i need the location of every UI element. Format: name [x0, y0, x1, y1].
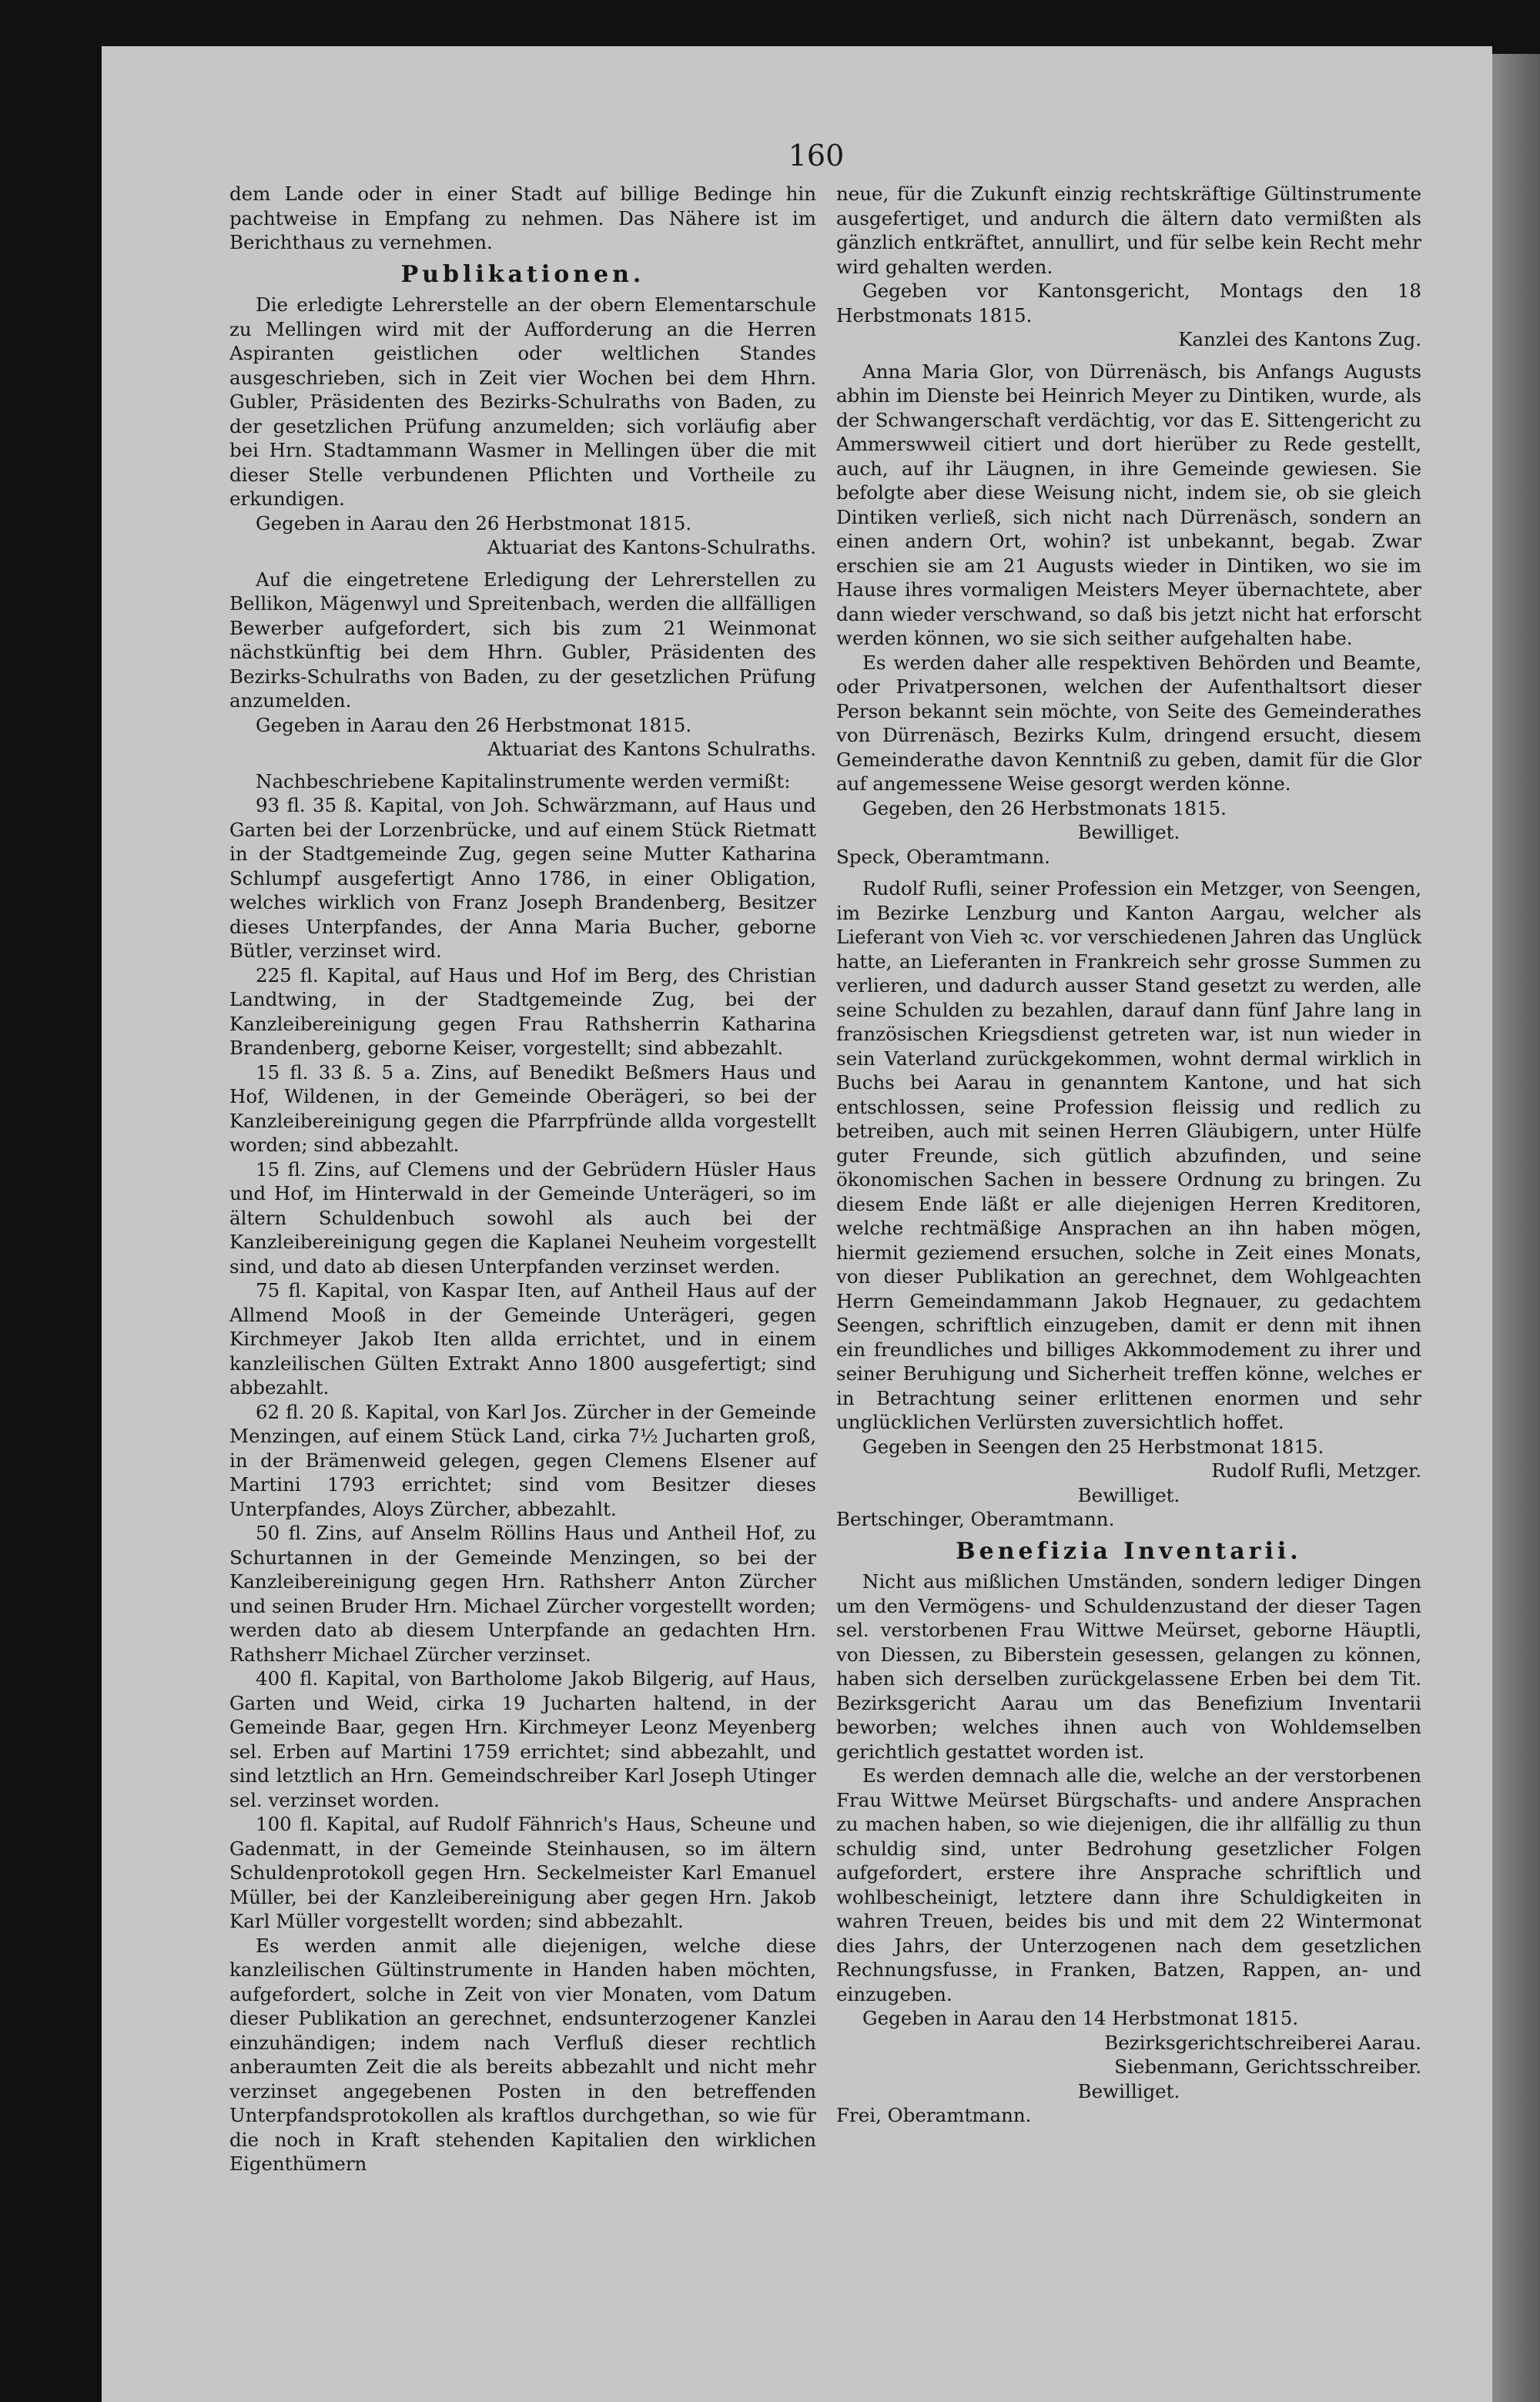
notice-signature: Bertschinger, Oberamtmann.	[836, 1508, 1115, 1530]
page-number: 160	[788, 139, 845, 173]
list-item: 75 fl. Kapital, von Kaspar Iten, auf Antheil Haus auf der Allmend Mooß in der Gemeinde Unterägeri, gegen Kirchmeyer Jakob Iten allda errichtet, und in einem kanzleilischen Gülten Extrakt Anno 1800 ausgefertigt; sind abbezahlt.	[229, 1279, 816, 1399]
notice-paragraph: Nachbeschriebene Kapitalinstrumente werden vermißt:	[256, 769, 791, 792]
notice-approval: Bewilliget.	[1077, 1483, 1180, 1506]
list-item: 15 fl. Zins, auf Clemens und der Gebrüdern Hüsler Haus und Hof, im Hinterwald in der Gemeinde Unterägeri, so im ältern Schuldenbuch sowohl als auch bei der Kanzleibereinigung gegen die Kaplanei Neuheim vorgestellt sind, und dato ab diesen Unterpfanden verzinset werden.	[229, 1157, 816, 1278]
page-edge	[1492, 54, 1540, 2402]
notice-approval: Bewilliget.	[1077, 2079, 1180, 2102]
list-item: 225 fl. Kapital, auf Haus und Hof im Berg, des Christian Landtwing, in der Stadtgemeinde Zug, bei der Kanzleibereinigung gegen Frau Rathsherrin Katharina Brandenberg, geborne Keiser, vorgestellt; sind abbezahlt.	[229, 963, 816, 1059]
notice-date: Gegeben in Seengen den 25 Herbstmonat 1815.	[862, 1435, 1324, 1458]
notice-date: Gegeben in Aarau den 14 Herbstmonat 1815.	[862, 2007, 1299, 2029]
notice-date: Gegeben, den 26 Herbstmonats 1815.	[862, 796, 1227, 819]
section-heading-publikationen: Publikationen.	[400, 260, 645, 288]
list-item: 62 fl. 20 ß. Kapital, von Karl Jos. Zürcher in der Gemeinde Menzingen, auf einem Stück Land, cirka 7½ Jucharten groß, in der Brämenweid gelegen, gegen Clemens Elsener auf Martini 1793 errichtet; sind vom Besitzer dieses Unterpfandes, Aloys Zürcher, abbezahlt.	[229, 1400, 816, 1520]
list-item: 15 fl. 33 ß. 5 a. Zins, auf Benedikt Beßmers Haus und Hof, Wildenen, in der Gemeinde Oberägeri, so bei der Kanzleibereinigung gegen die Pfarrpfründe allda vorgestellt worden; sind abbezahlt.	[229, 1060, 816, 1156]
notice-signature: Frei, Oberamtmann.	[836, 2104, 1032, 2126]
notice-date: Gegeben in Aarau den 26 Herbstmonat 1815.	[256, 511, 692, 534]
list-item: 400 fl. Kapital, von Bartholome Jakob Bilgerig, auf Haus, Garten und Weid, cirka 19 Jucharten haltend, in der Gemeinde Baar, gegen Hrn. Kirchmeyer Leonz Meyenberg sel. Erben auf Martini 1759 errichtet; sind abbezahlt, und sind letztlich an Hrn. Gemeindschreiber Karl Joseph Utinger sel. verzinset worden.	[229, 1667, 816, 1811]
notice-date: Gegeben in Aarau den 26 Herbstmonat 1815.	[256, 713, 692, 736]
right-column	[836, 182, 1421, 2128]
notice-signature: Rudolf Rufli, Metzger.	[1211, 1459, 1421, 1482]
notice-paragraph: Die erledigte Lehrerstelle an der obern Elementarschule zu Mellingen wird mit der Aufforderung an die Herren Aspiranten geistlichen oder weltlichen Standes ausgeschrieben, sich in Zeit vier Wochen bei dem Hhrn. Gubler, Präsidenten des Bezirks-Schulraths von Baden, zu der gesetzlichen Prüfung anzumelden; sich vorläufig aber bei Hrn. Stadtammann Wasmer in Mellingen über die mit dieser Stelle verbundenen Pflichten und Vortheile zu erkundigen.	[229, 293, 816, 510]
notice-paragraph: Es werden daher alle respektiven Behörden und Beamte, oder Privatpersonen, welchen der Aufenthaltsort dieser Person bekannt sein möchte, von Seite des Gemeinderathes von Dürrenäsch, Bezirks Kulm, dringend ersucht, diesem Gemeinderathe davon Kenntniß zu geben, damit für die Glor auf angemessene Weise gesorgt werden könne.	[836, 651, 1421, 795]
notice-date: Gegeben vor Kantonsgericht, Montags den 18 Herbstmonats 1815.	[836, 280, 1421, 327]
notice-signature: Aktuariat des Kantons Schulraths.	[487, 738, 816, 760]
notice-signature: Bezirksgerichtschreiberei Aarau.	[1104, 2031, 1421, 2054]
notice-paragraph: Rudolf Rufli, seiner Profession ein Metzger, von Seengen, im Bezirke Lenzburg und Kanton Aargau, welcher als Lieferant von Vieh ꝛc. vor verschiedenen Jahren das Unglück hatte, an Lieferanten in Frankreich sehr grosse Summen zu verlieren, und dadurch ausser Stand gesetzt zu werden, alle seine Schulden zu bezahlen, darauf dann fünf Jahre lang in französischen Kriegsdienst getreten war, ist nun wieder in sein Vaterland zurückgekommen, wohnt dermal wirklich in Buchs bei Aarau in genanntem Kantone, und hat sich entschlossen, seine Profession fleissig und redlich zu betreiben, auch mit seinen Herren Gläubigern, unter Hülfe guter Freunde, sich gütlich abzufinden, und seine ökonomischen Sachen in bessere Ordnung zu bringen. Zu diesem Ende läßt er alle diejenigen Herren Kreditoren, welche rechtmäßige Ansprachen an ihn haben mögen, hiermit geziemend ersuchen, solche in Zeit eines Monats, von dieser Publikation an gerechnet, dem Wohlgeachten Herrn Gemeindammann Jakob Hegnauer, zu gedachtem Seengen, schriftlich einzugeben, damit er denn mit ihnen ein freundliches und billiges Akkommodement zu ihrer und seiner Beruhigung und Sicherheit treffen könne, welches er in Betrachtung seiner erlittenen enormen und sehr unglücklichen Verlürsten zuversichtlich hoffet.	[836, 877, 1421, 1433]
section-heading-benefizia: Benefizia Inventarii.	[956, 1537, 1302, 1565]
left-column	[229, 182, 816, 2176]
notice-paragraph: Es werden anmit alle diejenigen, welche diese kanzleilischen Gültinstrumente in Handen haben möchten, aufgefordert, solche in Zeit von vier Monaten, vom Datum dieser Publikation an gerechnet, endsunterzogener Kanzlei einzuhändigen; indem nach Verfluß dieser rechtlich anberaumten Zeit die als bereits abbezahlt und nicht mehr verzinset angegebenen Posten in den betreffenden Unterpfandsprotokollen als kraftlos durchgethan, so wie für die noch in Kraft stehenden Kapitalien den wirklichen Eigenthümern	[229, 1934, 816, 2175]
notice-paragraph: Anna Maria Glor, von Dürrenäsch, bis Anfangs Augusts abhin im Dienste bei Heinrich Meyer zu Dintiken, wurde, als der Schwangerschaft verdächtig, vor das E. Sittengericht zu Ammerswweil citiert und dort hierüber zu Rede gestellt, auch, auf ihr Läugnen, in ihre Gemeinde gewiesen. Sie befolgte aber diese Weisung nicht, indem sie, ob sie gleich Dintiken verließ, sich nicht nach Dürrenäsch, sondern an einen andern Ort, wohin? ist unbekannt, begab. Zwar erschien sie am 21 Augusts wieder in Dintiken, wo sie im Hause ihres vormaligen Meisters Meyer übernachtete, aber dann wieder verschwand, so daß bis jetzt nicht hat erforscht werden können, wo sie sich seither aufgehalten habe.	[836, 360, 1421, 649]
intro-paragraph: dem Lande oder in einer Stadt auf billige Bedinge hin pachtweise in Empfang zu nehmen. Das Nähere ist im Berichthaus zu vernehmen.	[229, 183, 816, 253]
notice-signature: Aktuariat des Kantons-Schulraths.	[487, 536, 816, 558]
notice-signature: Kanzlei des Kantons Zug.	[1178, 328, 1421, 350]
list-item: 100 fl. Kapital, auf Rudolf Fähnrich's Haus, Scheune und Gadenmatt, in der Gemeinde Steinhausen, so im ältern Schuldenprotokoll gegen Hrn. Seckelmeister Karl Emanuel Müller, bei der Kanzleibereinigung aber gegen Hrn. Jakob Karl Müller vorgestellt worden; sind abbezahlt.	[229, 1813, 816, 1932]
continued-paragraph: neue, für die Zukunft einzig rechtskräftige Gültinstrumente ausgefertiget, und andurch die ältern dato vermißten als gänzlich entkräftet, annullirt, und für selbe kein Recht mehr wird gehalten werden.	[836, 183, 1421, 278]
notice-signature: Siebenmann, Gerichtsschreiber.	[1114, 2055, 1421, 2078]
list-item: 50 fl. Zins, auf Anselm Röllins Haus und Antheil Hof, zu Schurtannen in der Gemeinde Menzingen, so bei der Kanzleibereinigung gegen Hrn. Rathsherr Anton Zürcher und seinen Bruder Hrn. Michael Zürcher vorgestellt worden; werden dato ab diesem Unterpfande an gedachten Hrn. Rathsherr Michael Zürcher verzinset.	[229, 1522, 816, 1666]
notice-paragraph: Auf die eingetretene Erledigung der Lehrerstellen zu Bellikon, Mägenwyl und Spreitenbach, werden die allfälligen Bewerber aufgefordert, sich bis zum 21 Weinmonat nächstkünftig bei dem Hhrn. Gubler, Präsidenten des Bezirks-Schulraths von Baden, zu der gesetzlichen Prüfung anzumelden.	[229, 568, 816, 712]
list-item: 93 fl. 35 ß. Kapital, von Joh. Schwärzmann, auf Haus und Garten bei der Lorzenbrücke, und auf einem Stück Rietmatt in der Stadtgemeinde Zug, gegen seine Mutter Katharina Schlumpf ausgefertigt Anno 1786, in einer Obligation, welches wirklich von Franz Joseph Brandenberg, Besitzer dieses Unterpfandes, der Anna Maria Bucher, geborne Bütler, verzinset wird.	[229, 794, 816, 962]
notice-signature: Speck, Oberamtmann.	[836, 845, 1050, 868]
notice-paragraph: Es werden demnach alle die, welche an der verstorbenen Frau Wittwe Meürset Bürgschafts- und andere Ansprachen zu machen haben, so wie diejenigen, die ihr allfällig zu thun schuldig sind, unter Bedrohung gesetzlicher Folgen aufgefordert, erstere ihre Ansprache schriftlich und wohlbescheinigt, letztere dann ihre Schuldigkeiten in wahren Treuen, beides bis und mit dem 22 Wintermonat dies Jahrs, der Unterzogenen nach dem gesetzlichen Rechnungsfusse, in Franken, Batzen, Rappen, an- und einzugeben.	[836, 1764, 1421, 2005]
notice-paragraph: Nicht aus mißlichen Umständen, sondern lediger Dingen um den Vermögens- und Schuldenzustand der dieser Tagen sel. verstorbenen Frau Wittwe Meürset, geborne Häuptli, von Diessen, zu Biberstein gesessen, gelangen zu können, haben sich derselben zurückgelassene Erben bei dem Tit. Bezirksgericht Aarau um das Benefizium Inventarii beworben; welches ihnen auch von Wohldemselben gerichtlich gestattet worden ist.	[836, 1570, 1421, 1763]
notice-approval: Bewilliget.	[1077, 821, 1180, 843]
